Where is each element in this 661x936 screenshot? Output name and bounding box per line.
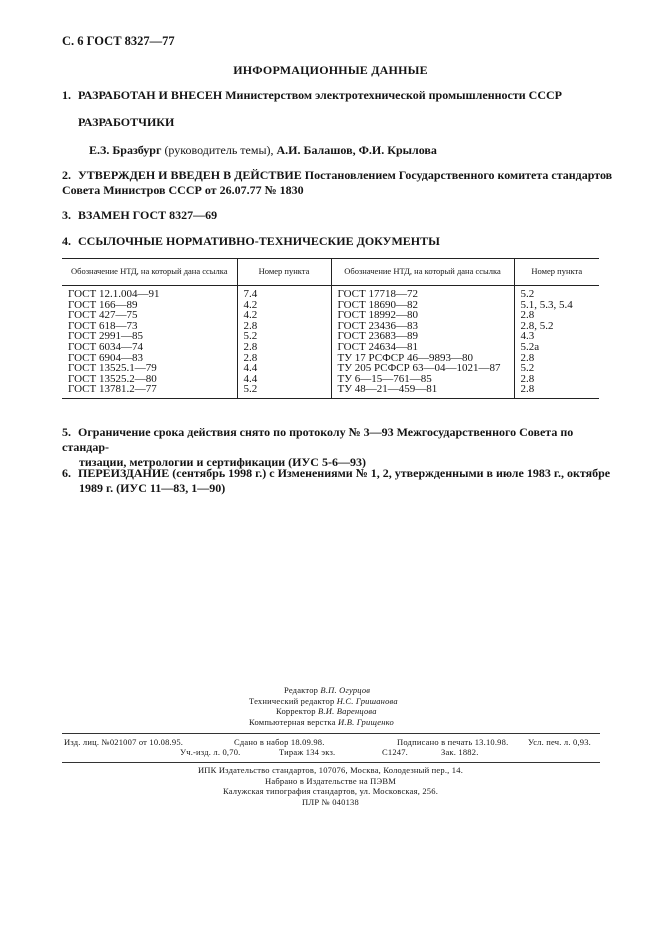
section-2-heading: УТВЕРЖДЕН И ВВЕДЕН В ДЕЙСТВИЕ <box>78 168 302 182</box>
divider-bottom <box>62 762 600 763</box>
table-cell: ГОСТ 6904—83 <box>62 353 237 364</box>
table-row <box>62 286 599 300</box>
imprint-publisher <box>0 765 661 807</box>
table-header-row <box>62 259 599 286</box>
table-cell: ГОСТ 166—89 <box>62 300 237 311</box>
table-cell: 2.8, 5.2 <box>520 319 554 332</box>
table-cell: ГОСТ 2991—85 <box>62 331 237 342</box>
tech-editor-label: Технический редактор <box>249 695 337 706</box>
table-cell: ГОСТ 18690—82 <box>331 300 514 311</box>
section-2 <box>62 168 617 198</box>
table-cell: 2.8 <box>237 353 331 364</box>
section-6-text: ПЕРЕИЗДАНИЕ (сентябрь 1998 г.) с Изменениями № 1, 2, утвержденными в июле 1983 г., октябре <box>78 466 611 480</box>
section-6-number: 6. <box>62 466 71 480</box>
plr-line: ПЛР № 040138 <box>302 796 359 807</box>
editor-label: Редактор <box>284 685 321 695</box>
table-header-cell: Номер пункта <box>514 259 599 286</box>
table-row <box>62 300 599 311</box>
imprint-license: Изд. лиц. №021007 от 10.08.95. <box>64 737 184 747</box>
table-cell: 2.8 <box>520 372 535 385</box>
table-cell: 4.2 <box>237 300 331 311</box>
table-header-cell: Обозначение НТД, на который дана ссылка <box>62 259 237 286</box>
imprint-c: С1247. <box>382 747 408 757</box>
page-header: С. 6 ГОСТ 8327—77 <box>62 34 175 48</box>
table-cell: ТУ 17 РСФСР 46—9893—80 <box>331 353 514 364</box>
table-cell: 2.8 <box>520 351 535 364</box>
imprint-uch: Уч.-изд. л. 0,70. <box>180 747 241 757</box>
reference-documents-table <box>62 258 599 399</box>
table-cell: 4.3 <box>520 330 535 343</box>
table-cell: 2.8 <box>520 309 535 322</box>
editor-name: В.П. Огурцов <box>320 685 371 695</box>
table-row <box>62 384 599 398</box>
table-cell: 2.8 <box>237 342 331 353</box>
table-cell: 7.4 <box>237 286 331 300</box>
table-cell: ТУ 205 РСФСР 63—04—1021—87 <box>331 363 514 374</box>
imprint-usl: Усл. печ. л. 0,93. <box>528 737 591 747</box>
table-row <box>62 310 599 321</box>
section-5-number: 5. <box>62 425 71 439</box>
table-cell: ГОСТ 23683—89 <box>331 331 514 342</box>
typeset-line: Набрано в Издательстве на ПЭВМ <box>265 775 396 786</box>
section-1-heading: РАЗРАБОТАН И ВНЕСЕН <box>78 88 223 102</box>
section-1-number: 1. <box>62 88 71 102</box>
section-6 <box>62 466 617 496</box>
table-cell: 2.8 <box>237 321 331 332</box>
section-5 <box>62 425 617 470</box>
table-cell: 5.2 <box>237 331 331 342</box>
section-5-text: Ограничение срока действия снято по протоколу № 3—93 Межгосударственного Совета по стандар- <box>62 425 574 454</box>
table-cell: ГОСТ 13525.2—80 <box>62 374 237 385</box>
developer-lead: Е.З. Бразбург <box>89 143 162 157</box>
table-row <box>62 342 599 353</box>
table-cell: 5.1, 5.3, 5.4 <box>520 298 573 311</box>
imprint-zak: Зак. 1882. <box>441 747 479 757</box>
corrector-name: В.И. Варенцова <box>318 706 377 716</box>
section-1-text: Министерством электротехнической промышленности СССР <box>222 88 563 102</box>
table-cell: ГОСТ 6034—74 <box>62 342 237 353</box>
table-cell: ГОСТ 13525.1—79 <box>62 363 237 374</box>
table-cell: 5.2 <box>237 384 331 398</box>
section-2-number: 2. <box>62 168 71 182</box>
printer-line: Калужская типография стандартов, ул. Московская, 256. <box>222 786 439 796</box>
table-cell: ГОСТ 12.1.004—91 <box>62 286 237 300</box>
table-cell: ТУ 6—15—761—85 <box>331 374 514 385</box>
table-cell: ГОСТ 618—73 <box>62 321 237 332</box>
imprint-tirazh: Тираж 134 экз. <box>279 747 336 757</box>
table-header-cell: Номер пункта <box>237 259 331 286</box>
publisher-line: ИПК Издательство стандартов, 107076, Москва, Колодезный пер., 14. <box>197 765 464 775</box>
section-3-text: ВЗАМЕН ГОСТ 8327—69 <box>78 208 218 222</box>
section-1 <box>62 88 617 103</box>
section-4 <box>62 234 617 249</box>
section-2-text: Постановлением Государственного комитета стандартов Совета Министров СССР от 26.07.77 № 1830 <box>62 168 613 197</box>
table-cell: ГОСТ 24634—81 <box>331 342 514 353</box>
section-4-text: ССЫЛОЧНЫЕ НОРМАТИВНО-ТЕХНИЧЕСКИЕ ДОКУМЕНТЫ <box>78 234 440 248</box>
table-cell: 2.8 <box>514 384 599 398</box>
developer-role: (руководитель темы), <box>161 143 277 157</box>
tech-editor-name: Н.С. Гришанова <box>336 695 398 706</box>
imprint-credits <box>249 685 398 727</box>
corrector-label: Корректор <box>276 706 319 716</box>
page-title: ИНФОРМАЦИОННЫЕ ДАННЫЕ <box>233 63 428 77</box>
developers-line <box>62 143 644 158</box>
layout-label: Компьютерная верстка <box>249 716 339 727</box>
imprint-signed: Подписано в печать 13.10.98. <box>397 737 509 747</box>
developer-names: А.И. Балашов, Ф.И. Крылова <box>276 143 437 157</box>
table-cell: ГОСТ 13781.2—77 <box>62 384 237 398</box>
table-cell: ТУ 48—21—459—81 <box>331 384 514 398</box>
developers-heading: РАЗРАБОТЧИКИ <box>78 115 175 129</box>
table-cell: 5.2а <box>520 340 540 353</box>
table-cell: ГОСТ 427—75 <box>62 310 237 321</box>
imprint-sent: Сдано в набор 18.09.98. <box>234 737 325 747</box>
section-6-text-cont: 1989 г. (ИУС 11—83, 1—90) <box>79 481 226 495</box>
table-cell: 5.2 <box>520 362 535 375</box>
table-cell: 5.2 <box>520 288 535 300</box>
table-cell: ГОСТ 23436—83 <box>331 321 514 332</box>
section-5-text-cont: тизации, метрологии и сертификации (ИУС 5-6—93) <box>79 455 366 469</box>
table-cell: ГОСТ 18992—80 <box>331 310 514 321</box>
section-3-number: 3. <box>62 208 71 222</box>
table-header-cell: Обозначение НТД, на который дана ссылка <box>331 259 514 286</box>
table-cell: 4.2 <box>237 310 331 321</box>
table-cell: ГОСТ 17718—72 <box>331 286 514 300</box>
table-cell: 4.4 <box>237 374 331 385</box>
divider-top <box>62 733 600 734</box>
section-3 <box>62 208 617 223</box>
section-4-number: 4. <box>62 234 71 248</box>
table-cell: 4.4 <box>237 363 331 374</box>
layout-name: И.В. Грищенко <box>338 716 394 727</box>
